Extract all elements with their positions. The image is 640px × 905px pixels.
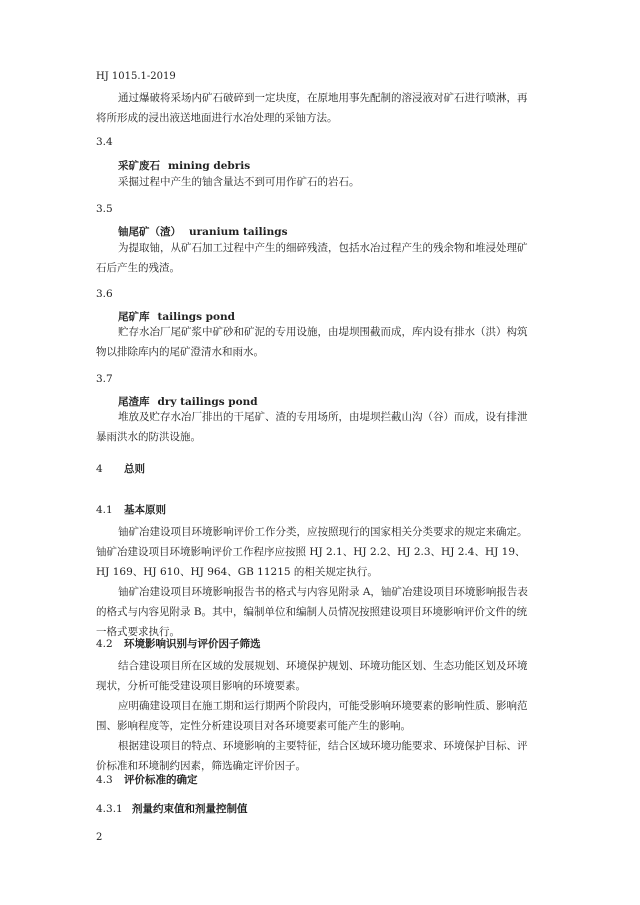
term-title-cn: 铀尾矿（渣） (118, 226, 181, 238)
section-number: 4.3.1 (96, 803, 123, 815)
body-paragraph: 根据建设项目的特点、环境影响的主要特征，结合区域环境功能要求、环境保护目标、评价标准和环境制约因素，筛选确定评价因子。 (96, 740, 528, 772)
term-title-en: tailings pond (157, 311, 235, 323)
term-number: 3.7 (96, 373, 113, 385)
body-paragraph: 应明确建设项目在施工期和运行期两个阶段内，可能受影响环境要素的影响性质、影响范围、影响程度等，定性分析建设项目对各环境要素可能产生的影响。 (96, 700, 528, 732)
term-number: 3.6 (96, 288, 113, 300)
term-definition: 贮存水冶厂尾矿浆中矿砂和矿泥的专用设施，由堤坝围截而成，库内设有排水（洪）构筑物以排除库内的尾矿澄清水和雨水。 (96, 326, 528, 358)
section-number: 4 (96, 463, 103, 475)
section-title: 环境影响识别与评价因子筛选 (124, 638, 261, 650)
term-title-cn: 尾矿库 (118, 311, 150, 323)
term-title-en: uranium tailings (189, 226, 288, 238)
term-number: 3.5 (96, 203, 113, 215)
term-title (118, 224, 288, 239)
term-definition: 堆放及贮存水冶厂排出的干尾矿、渣的专用场所，由堤坝拦截山沟（谷）而成，设有排泄暴雨洪水的防洪设施。 (96, 411, 528, 443)
section-heading (96, 461, 145, 476)
body-paragraph: 铀矿冶建设项目环境影响报告书的格式与内容见附录 A，铀矿冶建设项目环境影响报告表的格式与内容见附录 B。其中，编制单位和编制人员情况按照建设项目环境影响评价文件的统一格式要求执行。 (96, 586, 528, 638)
term-definition: 采掘过程中产生的铀含量达不到可用作矿石的岩石。 (118, 176, 360, 188)
page-number: 2 (96, 832, 103, 843)
section-title: 总则 (124, 463, 145, 475)
section-title: 基本原则 (124, 504, 166, 516)
section-heading (96, 801, 248, 816)
term-definition: 为提取铀，从矿石加工过程中产生的细碎残渣，包括水冶过程产生的残余物和堆浸处理矿石后产生的残渣。 (96, 242, 528, 274)
section-heading (96, 772, 198, 787)
term-number: 3.4 (96, 136, 113, 148)
intro-paragraph: 通过爆破将采场内矿石破碎到一定块度，在原地用事先配制的溶浸液对矿石进行喷淋，再将所形成的浸出液送地面进行水冶处理的采铀方法。 (96, 92, 528, 124)
section-number: 4.2 (96, 638, 113, 650)
body-paragraph: 结合建设项目所在区域的发展规划、环境保护规划、环境功能区划、生态功能区划及环境现状，分析可能受建设项目影响的环境要素。 (96, 660, 528, 692)
section-number: 4.1 (96, 504, 113, 516)
term-title-en: mining debris (168, 160, 251, 172)
section-title: 剂量约束值和剂量控制值 (132, 803, 248, 815)
term-title-en: dry tailings pond (157, 396, 258, 408)
term-title-cn: 采矿废石 (118, 160, 160, 172)
term-title-cn: 尾渣库 (118, 396, 150, 408)
term-title (118, 158, 250, 173)
body-paragraph: 铀矿冶建设项目环境影响评价工作分类，应按照现行的国家相关分类要求的规定来确定。铀矿冶建设项目环境影响评价工作程序应按照 HJ 2.1、HJ 2.2、HJ 2.3、HJ 2.4、HJ 19、HJ 169、HJ 610、HJ 964、GB 11215 的相关规定执行。 (96, 526, 528, 578)
section-number: 4.3 (96, 774, 113, 786)
standard-code: HJ 1015.1-2019 (96, 71, 176, 82)
section-title: 评价标准的确定 (124, 774, 198, 786)
section-heading (96, 636, 261, 651)
section-heading (96, 502, 166, 517)
